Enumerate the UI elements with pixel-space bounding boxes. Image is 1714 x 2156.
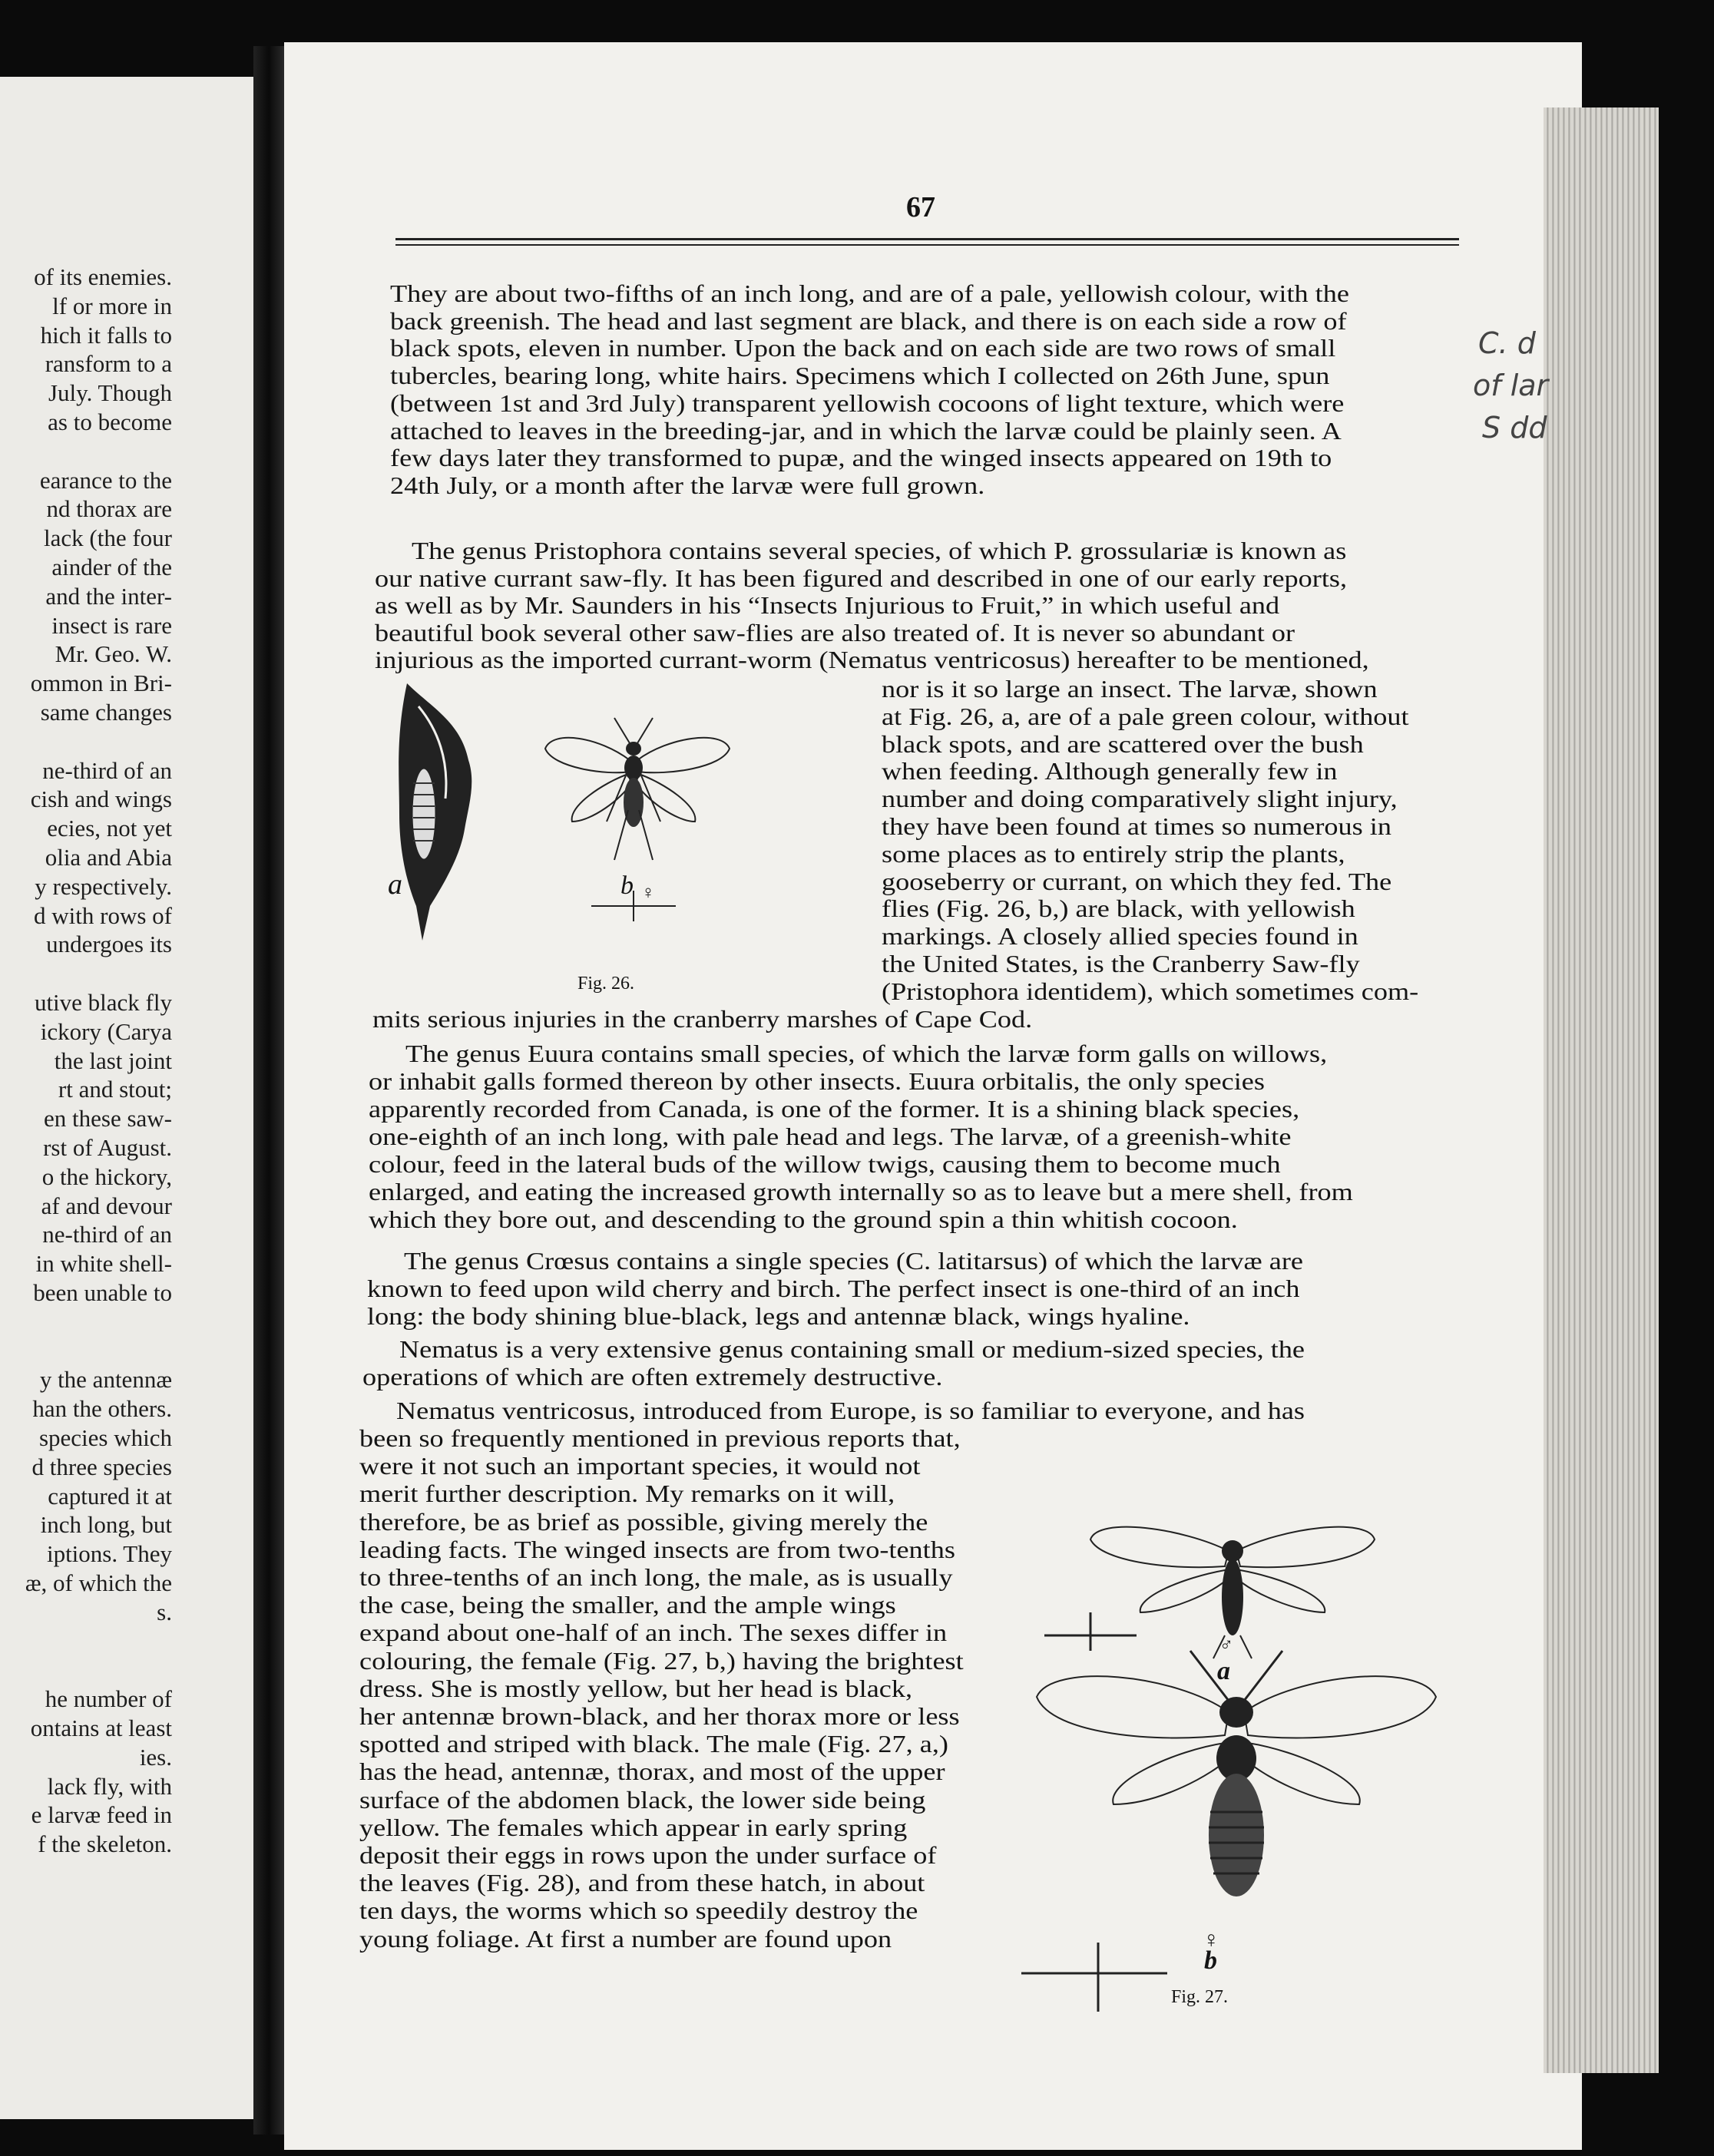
para1-line: 24th July, or a month after the larvæ were full grown.	[390, 471, 985, 499]
left-page-line: in white shell-	[35, 1250, 172, 1278]
left-page-line: and the inter-	[45, 582, 172, 610]
fig26-female-symbol: ♀	[641, 883, 655, 903]
left-page-line: captured it at	[48, 1482, 172, 1510]
left-page-line: as to become	[48, 408, 172, 435]
fig26-label-b: b	[620, 871, 634, 900]
left-page-line: cish and wings	[30, 785, 172, 813]
left-page-line: ontains at least	[30, 1715, 172, 1741]
sawfly-male-illustration	[1044, 1527, 1375, 1658]
left-page-line: iptions. They	[46, 1540, 172, 1568]
fig27-female-symbol: ♀	[1203, 1927, 1220, 1953]
para2-wrap-line: some places as to entirely strip the plants,	[882, 840, 1345, 868]
left-page-line: lf or more in	[52, 292, 172, 319]
para6-wrap-line: colouring, the female (Fig. 27, b,) having the brightest	[359, 1647, 964, 1675]
left-page-line: undergoes its	[46, 931, 172, 958]
left-page	[0, 77, 253, 2119]
para2-wrap-line: nor is it so large an insect. The larvæ, shown	[882, 676, 1378, 703]
para2-full-line: as well as by Mr. Saunders in his “Insects Injurious to Fruit,” in which useful and	[375, 592, 1280, 619]
para6-wrap-line: yellow. The females which appear in early spring	[359, 1814, 908, 1841]
para1-line: attached to leaves in the breeding-jar, and in which the larvæ could be plainly seen. A	[390, 417, 1342, 445]
para6-full-line: Nematus ventricosus, introduced from Europe, is so familiar to everyone, and has	[396, 1397, 1305, 1424]
para2-full-line: beautiful book several other saw-flies are also treated of. It is never so abundant or	[375, 619, 1295, 646]
left-page-line: insect is rare	[51, 611, 172, 639]
left-page-line: y respectively.	[35, 872, 172, 900]
figure-27	[1006, 1482, 1482, 2019]
left-page-line: d three species	[31, 1453, 172, 1480]
left-page-line: been unable to	[33, 1279, 172, 1306]
left-page-line: e larvæ feed in	[31, 1801, 172, 1829]
left-page-line: f the skeleton.	[38, 1830, 172, 1858]
fig26-caption: Fig. 26.	[577, 974, 635, 994]
para3-line: enlarged, and eating the increased growth internally so as to leave but a mere shell, from	[369, 1179, 1353, 1205]
left-page-line: rst of August.	[43, 1134, 172, 1161]
left-page-line: af and devour	[41, 1192, 172, 1219]
para6-wrap-line: the case, being the smaller, and the ample wings	[359, 1592, 896, 1619]
fig27-caption: Fig. 27.	[1171, 1987, 1229, 2007]
left-page-line: he number of	[45, 1685, 172, 1713]
left-page-line: s.	[157, 1598, 172, 1625]
left-page-line: July. Though	[48, 379, 172, 407]
leaf-with-larva-illustration	[399, 683, 472, 941]
para2-full-line: The genus Pristophora contains several species, of which P. grossulariæ is known as	[412, 537, 1347, 564]
para6-wrap-line: dress. She is mostly yellow, but her head is black,	[359, 1675, 913, 1702]
para3-line: The genus Euura contains small species, of which the larvæ form galls on willows,	[405, 1040, 1328, 1067]
para2-wrap-line: flies (Fig. 26, b,) are black, with yellowish	[882, 895, 1355, 923]
page-number: 67	[906, 191, 935, 223]
left-page-line: hich it falls to	[40, 321, 172, 349]
para6-wrap-line: young foliage. At first a number are found upon	[359, 1925, 892, 1953]
para2-wrap-line: (Pristophora identidem), which sometimes com-	[882, 977, 1419, 1005]
para6-wrap-line: the leaves (Fig. 28), and from these hatch, in about	[359, 1870, 925, 1897]
page-edges	[1544, 107, 1659, 2073]
left-page-line: ecies, not yet	[47, 815, 172, 842]
left-page-line: y the antennæ	[39, 1366, 172, 1394]
left-page-line: ickory (Carya	[40, 1017, 172, 1045]
para5-line: Nematus is a very extensive genus containing small or medium-sized species, the	[399, 1336, 1305, 1363]
left-page-line: ies.	[139, 1743, 172, 1771]
para6-wrap-line: were it not such an important species, it would not	[359, 1453, 921, 1480]
left-page-line: han the others.	[32, 1395, 172, 1423]
para6-wrap-line: surface of the abdomen black, the lower side being	[359, 1786, 926, 1814]
left-page-line: Mr. Geo. W.	[55, 640, 172, 668]
para1-line: back greenish. The head and last segment are black, and there is on each side a row of	[390, 307, 1347, 335]
left-page-line: rt and stout;	[58, 1076, 172, 1103]
left-page-line: ommon in Bri-	[30, 670, 172, 697]
left-page-line: olia and Abia	[45, 844, 172, 871]
left-page-line: ainder of the	[51, 554, 172, 580]
para3-line: which they bore out, and descending to the ground spin a thin whitish cocoon.	[369, 1206, 1238, 1233]
para1-line: few days later they transformed to pupæ, and the winged insects appeared on 19th to	[390, 445, 1332, 472]
para2-wrap-line: they have been found at times so numerous in	[882, 813, 1391, 840]
left-page-line: ne-third of an	[42, 1221, 172, 1248]
para2-wrap-line: when feeding. Although generally few in	[882, 758, 1338, 785]
left-page-line: inch long, but	[40, 1511, 172, 1539]
left-page-line: æ, of which the	[25, 1569, 172, 1596]
para6-wrap-line: therefore, be as brief as possible, giving merely the	[359, 1508, 928, 1536]
left-page-line: lack fly, with	[47, 1772, 172, 1800]
left-page-line: same changes	[40, 699, 172, 726]
para2-wrap-line: at Fig. 26, a, are of a pale green colour, without	[882, 703, 1409, 730]
left-page-line: of its enemies.	[34, 263, 172, 290]
para6-wrap-line: to three-tenths of an inch long, the male, as is usually	[359, 1564, 953, 1591]
margin-note-line-2: of lar	[1473, 369, 1549, 402]
sawfly-female-large-illustration	[1021, 1651, 1436, 2012]
fig26-label-a: a	[388, 868, 402, 901]
margin-note-line-3: S dd	[1482, 411, 1547, 445]
para2-wrap-line: markings. A closely allied species found in	[882, 923, 1358, 951]
margin-note-line-1: C. d	[1478, 326, 1536, 360]
para2-wrap-line: the United States, is the Cranberry Saw-fly	[882, 951, 1360, 977]
para6-wrap-line: her antennæ brown-black, and her thorax more or less	[359, 1703, 960, 1730]
fig27-label-b: b	[1204, 1946, 1217, 1975]
left-page-line: d with rows of	[34, 901, 172, 929]
left-page-line: species which	[38, 1424, 172, 1451]
para2-end-line: mits serious injuries in the cranberry marshes of Cape Cod.	[372, 1006, 1033, 1033]
header-rule-thin	[395, 244, 1459, 246]
left-page-line: utive black fly	[34, 989, 172, 1016]
book-gutter	[253, 46, 284, 2135]
para6-wrap-line: spotted and striped with black. The male (Fig. 27, a,)	[359, 1731, 948, 1758]
left-page-line: ne-third of an	[42, 756, 172, 784]
para3-line: one-eighth of an inch long, with pale head and legs. The larvæ, of a greenish-white	[369, 1123, 1292, 1150]
para6-wrap-line: ten days, the worms which so speedily destroy the	[359, 1897, 918, 1925]
para6-wrap-line: expand about one-half of an inch. The sexes differ in	[359, 1619, 948, 1647]
figure-26	[376, 676, 791, 952]
para6-wrap-line: has the head, antennæ, thorax, and most of the upper	[359, 1758, 945, 1786]
para4-line: The genus Crœsus contains a single species (C. latitarsus) of which the larvæ are	[404, 1248, 1303, 1275]
para6-wrap-line: deposit their eggs in rows upon the under surface of	[359, 1842, 937, 1869]
para3-line: or inhabit galls formed thereon by other insects. Euura orbitalis, the only species	[369, 1068, 1265, 1095]
para2-wrap-line: gooseberry or currant, on which they fed. The	[882, 868, 1392, 895]
para2-wrap-line: number and doing comparatively slight injury,	[882, 785, 1398, 813]
left-page-line: ransform to a	[45, 350, 172, 378]
para1-line: They are about two-fifths of an inch long, and are of a pale, yellowish colour, with the	[390, 280, 1349, 307]
para4-line: known to feed upon wild cherry and birch. The perfect insect is one-third of an inch	[367, 1275, 1300, 1302]
para6-wrap-line: merit further description. My remarks on it will,	[359, 1480, 895, 1508]
left-page-line: en these saw-	[44, 1105, 172, 1133]
left-page-line: nd thorax are	[46, 495, 172, 523]
header-rule	[395, 238, 1459, 240]
para3-line: colour, feed in the lateral buds of the willow twigs, causing them to become much	[369, 1151, 1281, 1178]
left-page-line: o the hickory,	[41, 1162, 172, 1190]
para1-line: (between 1st and 3rd July) transparent yellowish cocoons of light texture, which were	[390, 389, 1345, 417]
para1-line: black spots, eleven in number. Upon the back and on each side are two rows of small	[390, 335, 1336, 362]
left-page-line: lack (the four	[44, 524, 172, 552]
para3-line: apparently recorded from Canada, is one of the former. It is a shining black species,	[369, 1096, 1300, 1123]
left-page-line: earance to the	[39, 466, 172, 494]
fig27-male-symbol: ♂	[1219, 1635, 1233, 1655]
para4-line: long: the body shining blue-black, legs and antennæ black, wings hyaline.	[367, 1303, 1190, 1330]
para6-wrap-line: leading facts. The winged insects are from two-tenths	[359, 1536, 955, 1563]
left-page-line: the last joint	[54, 1047, 172, 1074]
para2-full-line: injurious as the imported currant-worm (Nematus ventricosus) hereafter to be mentioned,	[375, 646, 1369, 673]
para5-line: operations of which are often extremely destructive.	[362, 1364, 943, 1390]
fig27-label-a: a	[1217, 1657, 1230, 1685]
para1-line: tubercles, bearing long, white hairs. Specimens which I collected on 26th June, spun	[390, 362, 1330, 390]
para2-full-line: our native currant saw-fly. It has been figured and described in one of our early reports,	[375, 564, 1348, 592]
sawfly-female-illustration	[545, 718, 730, 921]
para2-wrap-line: black spots, and are scattered over the bush	[882, 730, 1364, 758]
para6-wrap-line: been so frequently mentioned in previous reports that,	[359, 1425, 961, 1452]
